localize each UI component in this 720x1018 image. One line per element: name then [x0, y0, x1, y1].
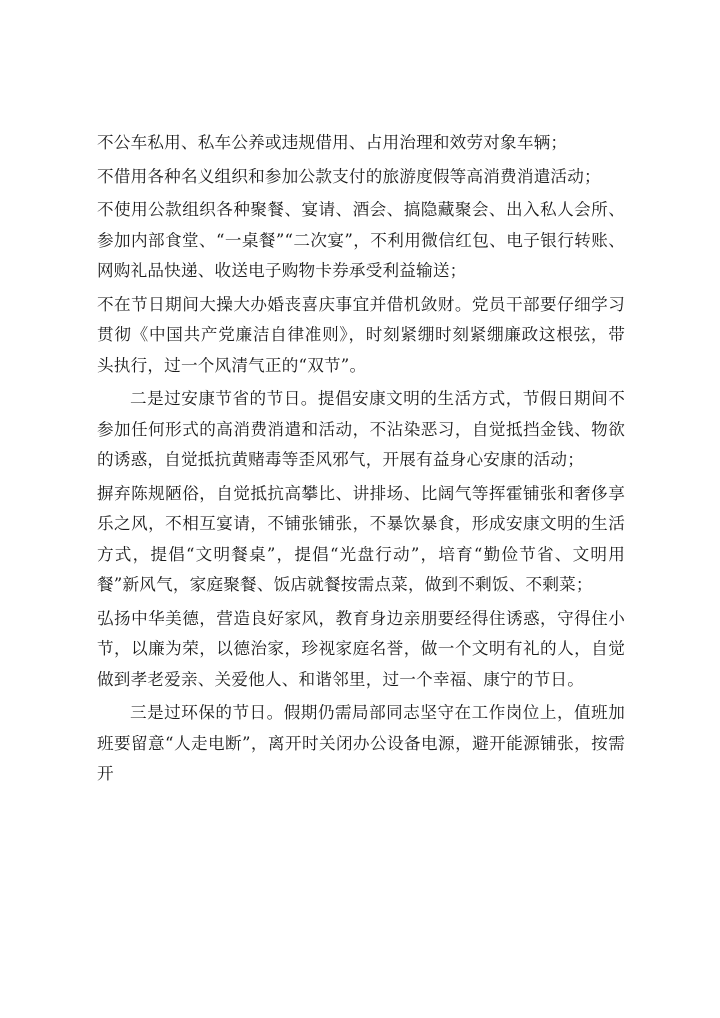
paragraph-7: 弘扬中华美德，营造良好家风，教育身边亲朋要经得住诱惑，守得住小节，以廉为荣，以德治家，珍视家庭名誉，做一个文明有礼的人，自觉做到孝老爱亲、关爱他人、和谐邻里，过一个幸福、康宁的节日。 [97, 608, 625, 689]
paragraph-8: 三是过环保的节日。假期仍需局部同志坚守在工作岗位上，值班加班要留意“人走电断”，离开时关闭办公设备电源，避开能源铺张，按需开 [97, 703, 625, 783]
paragraph-1: 不公车私用、私车公养或违规借用、占用治理和效劳对象车辆； [97, 133, 568, 152]
document-body [97, 128, 625, 790]
paragraph-6: 摒弃陈规陋俗，自觉抵抗高攀比、讲排场、比阔气等挥霍铺张和奢侈享乐之风，不相互宴请，不铺张铺张，不暴饮暴食，形成安康文明的生活方式，提倡“文明餐桌”，提倡“光盘行动”，培育“勤俭节省、文明用餐”新风气，家庭聚餐、饭店就餐按需点菜，做到不剩饭、不剩菜； [97, 483, 625, 594]
paragraph-3: 不使用公款组织各种聚餐、宴请、酒会、搞隐藏聚会、出入私人会所、参加内部食堂、“一桌餐”“二次宴”，不利用微信红包、电子银行转账、网购礼品快递、收送电子购物卡券承受利益输送； [97, 200, 625, 280]
paragraph-2: 不借用各种名义组织和参加公款支付的旅游度假等高消费消遣活动； [97, 166, 601, 186]
paragraph-5: 二是过安康节省的节日。提倡安康文明的生活方式，节假日期间不参加任何形式的高消费消遣和活动，不沾染恶习，自觉抵挡金钱、物欲的诱惑，自觉抵抗黄赌毒等歪风邪气，开展有益身心安康的活动； [97, 389, 625, 469]
paragraph-4: 不在节日期间大操大办婚丧喜庆事宜并借机敛财。党员干部要仔细学习贯彻《中国共产党廉洁自律准则》，时刻紧绷时刻紧绷廉政这根弦，带头执行，过一个风清气正的“双节”。 [97, 294, 625, 375]
